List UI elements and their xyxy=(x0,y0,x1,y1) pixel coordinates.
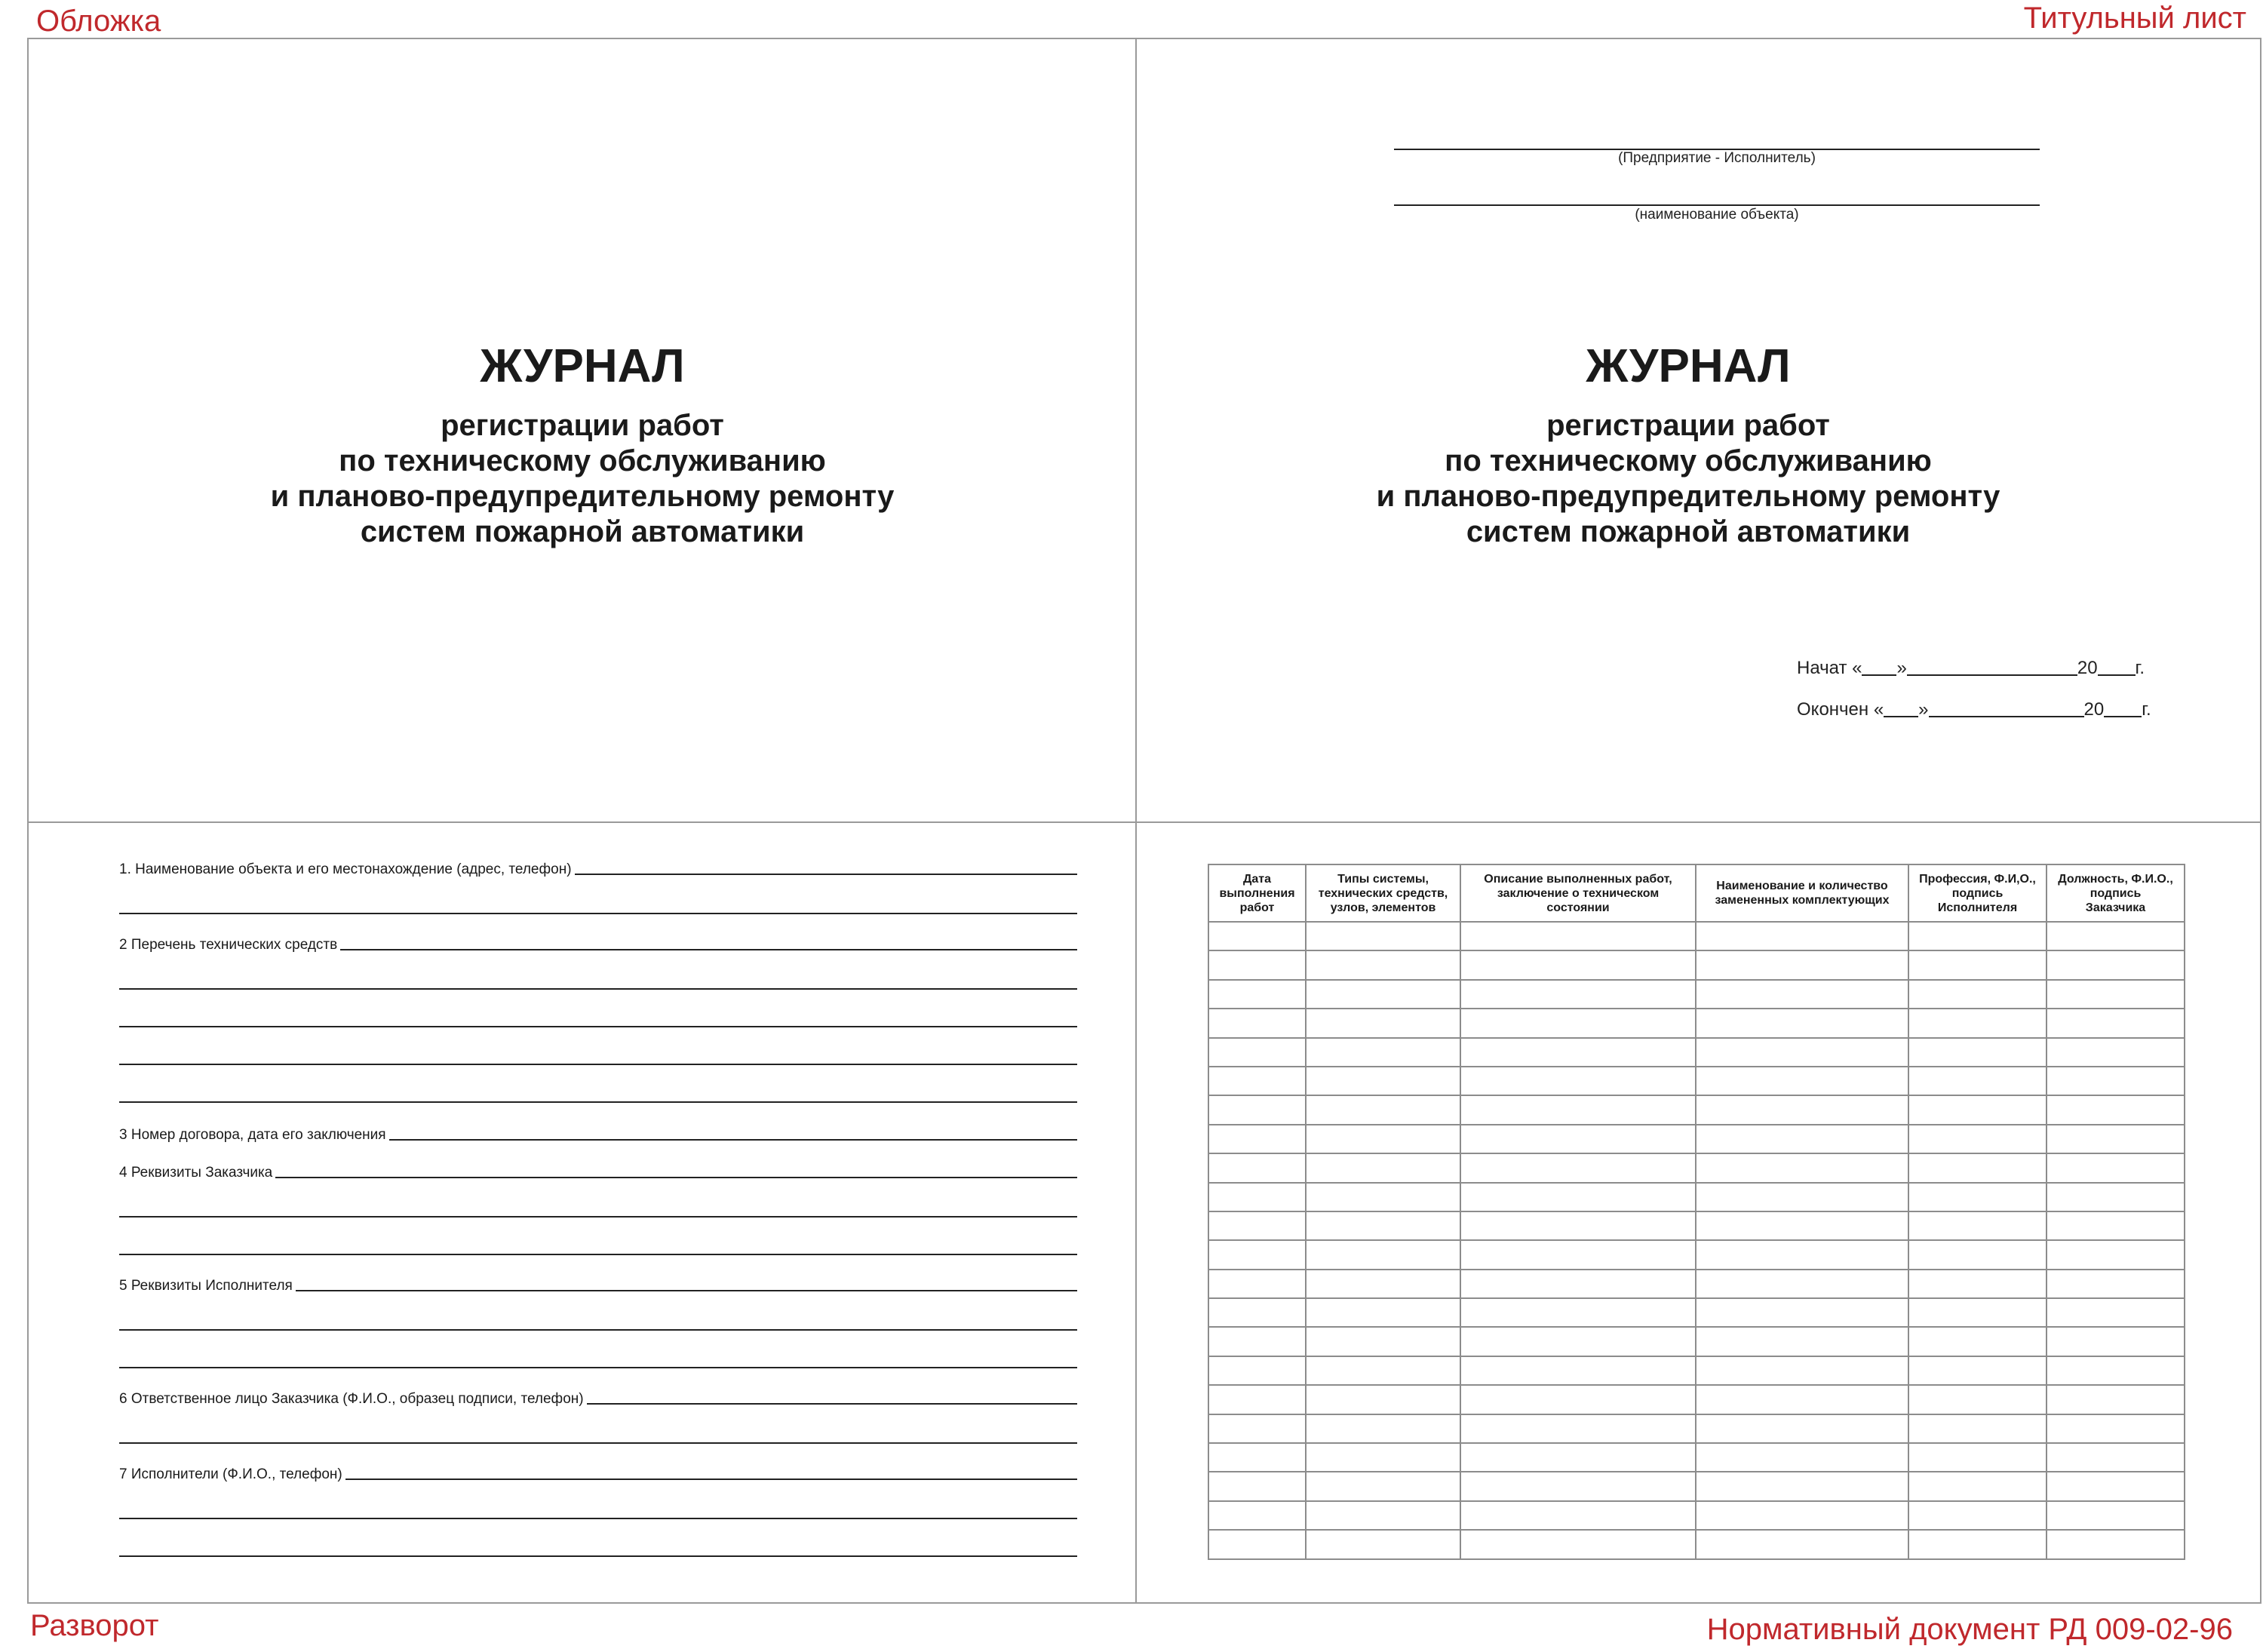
form-extra-line xyxy=(119,1027,1077,1065)
table-cell xyxy=(1208,1038,1306,1067)
table-cell xyxy=(1208,1153,1306,1182)
form-extra-line xyxy=(119,1180,1077,1218)
table-row xyxy=(1208,950,2185,979)
table-cell xyxy=(1460,1038,1696,1067)
table-cell xyxy=(1908,1270,2047,1298)
table-cell xyxy=(1460,1443,1696,1472)
table-header-row xyxy=(1208,864,2185,922)
finished-date-row xyxy=(1797,699,2151,720)
table-cell xyxy=(2047,1298,2185,1327)
form-extra-line xyxy=(119,1482,1077,1519)
table-cell xyxy=(1306,1038,1460,1067)
table-cell xyxy=(1208,1009,1306,1037)
table-cell xyxy=(1460,1211,1696,1240)
table-cell xyxy=(2047,1067,2185,1095)
center-fold-vertical xyxy=(1135,39,1137,1602)
maintenance-log-table xyxy=(1208,864,2185,1560)
form-fill-line xyxy=(340,949,1077,950)
form-item-contract xyxy=(119,1119,1077,1142)
table-cell xyxy=(2047,1211,2185,1240)
started-year-blank xyxy=(2098,658,2136,676)
table-cell xyxy=(1696,1472,1908,1500)
started-year-suffix: г. xyxy=(2135,658,2145,678)
table-cell xyxy=(2047,1240,2185,1269)
table-cell xyxy=(1306,1501,1460,1530)
table-row xyxy=(1208,1183,2185,1211)
table-cell xyxy=(1208,1298,1306,1327)
form-item-label: 7 Исполнители (Ф.И.О., телефон) xyxy=(119,1466,342,1482)
form-item-label: 2 Перечень технических средств xyxy=(119,937,338,953)
table-cell xyxy=(1208,980,1306,1009)
table-cell xyxy=(1908,1038,2047,1067)
table-cell xyxy=(1306,1530,1460,1558)
table-cell xyxy=(1908,1298,2047,1327)
form-item-customer-details xyxy=(119,1157,1077,1255)
form-fill-line xyxy=(575,874,1077,875)
table-row xyxy=(1208,1356,2185,1385)
table-cell xyxy=(1908,1501,2047,1530)
table-cell xyxy=(1306,1385,1460,1414)
form-extra-line xyxy=(119,990,1077,1027)
journal-sheet xyxy=(27,38,2261,1604)
table-cell xyxy=(1460,1298,1696,1327)
form-extra-line xyxy=(119,1293,1077,1331)
object-caption: (наименование объекта) xyxy=(1635,207,1799,223)
finished-year-prefix: 20 xyxy=(2083,699,2105,720)
table-cell xyxy=(1908,980,2047,1009)
table-row xyxy=(1208,1038,2185,1067)
table-row xyxy=(1208,1125,2185,1153)
table-cell xyxy=(1306,1153,1460,1182)
table-cell xyxy=(1306,950,1460,979)
table-cell xyxy=(2047,1153,2185,1182)
table-cell xyxy=(1696,922,1908,950)
title-page-subtitle xyxy=(1273,408,2103,550)
table-cell xyxy=(1908,1385,2047,1414)
form-extra-line xyxy=(119,1218,1077,1255)
form-item-label: 5 Реквизиты Исполнителя xyxy=(119,1278,293,1294)
table-cell xyxy=(1208,1211,1306,1240)
form-extra-line xyxy=(119,1331,1077,1368)
finished-year-suffix: г. xyxy=(2142,699,2151,720)
table-cell xyxy=(1208,1327,1306,1356)
table-row xyxy=(1208,1327,2185,1356)
column-header-replaced-parts: Наименование и количество замененных комплектующих xyxy=(1696,864,1908,922)
table-cell xyxy=(1306,1009,1460,1037)
table-cell xyxy=(2047,1095,2185,1124)
table-cell xyxy=(2047,1270,2185,1298)
table-cell xyxy=(1460,1240,1696,1269)
form-item-label: 1. Наименование объекта и его местонахождение (адрес, телефон) xyxy=(119,861,572,877)
form-fill-line xyxy=(389,1139,1077,1141)
finished-day-blank xyxy=(1884,699,1918,717)
corner-label-normative-doc: Нормативный документ РД 009-02-96 xyxy=(1706,1613,2233,1646)
table-cell xyxy=(1696,1125,1908,1153)
table-cell xyxy=(1460,1095,1696,1124)
table-cell xyxy=(1306,1298,1460,1327)
table-cell xyxy=(1306,1240,1460,1269)
form-extra-line xyxy=(119,1065,1077,1103)
table-cell xyxy=(1208,1443,1306,1472)
object-name-line xyxy=(1394,204,2040,206)
column-header-customer-signature: Должность, Ф.И.О., подпись Заказчика xyxy=(2047,864,2185,922)
table-cell xyxy=(1460,1472,1696,1500)
table-cell xyxy=(1460,1125,1696,1153)
table-row xyxy=(1208,1501,2185,1530)
table-row xyxy=(1208,922,2185,950)
table-cell xyxy=(1208,1530,1306,1558)
form-item-equipment-list xyxy=(119,929,1077,1103)
table-cell xyxy=(1460,1530,1696,1558)
form-item-label: 6 Ответственное лицо Заказчика (Ф.И.О., образец подписи, телефон) xyxy=(119,1391,584,1407)
title-page-subtitle-line: систем пожарной автоматики xyxy=(1466,515,1911,548)
started-date-row xyxy=(1797,658,2145,679)
column-header-work-description: Описание выполненных работ, заключение о техническом состоянии xyxy=(1460,864,1696,922)
column-header-system-types: Типы системы, технических средств, узлов, элементов xyxy=(1306,864,1460,922)
table-cell xyxy=(2047,950,2185,979)
table-cell xyxy=(2047,1356,2185,1385)
table-cell xyxy=(1208,1095,1306,1124)
table-cell xyxy=(1208,1356,1306,1385)
cover-subtitle xyxy=(167,408,997,550)
table-cell xyxy=(1696,1270,1908,1298)
table-cell xyxy=(1460,1153,1696,1182)
table-cell xyxy=(2047,980,2185,1009)
table-row xyxy=(1208,1414,2185,1443)
table-cell xyxy=(2047,1327,2185,1356)
started-month-blank xyxy=(1907,658,2077,676)
table-cell xyxy=(1460,1183,1696,1211)
form-fill-line xyxy=(587,1403,1077,1405)
table-cell xyxy=(1306,1443,1460,1472)
table-cell xyxy=(1696,950,1908,979)
table-cell xyxy=(1208,1183,1306,1211)
form-item-contractors xyxy=(119,1459,1077,1557)
table-cell xyxy=(1306,1414,1460,1443)
table-cell xyxy=(1208,1414,1306,1443)
form-fill-line xyxy=(296,1290,1077,1291)
table-cell xyxy=(1460,1501,1696,1530)
form-item-label: 4 Реквизиты Заказчика xyxy=(119,1165,273,1181)
table-cell xyxy=(2047,1472,2185,1500)
table-cell xyxy=(1908,1356,2047,1385)
column-header-contractor-signature: Профессия, Ф.И,О., подпись Исполнителя xyxy=(1908,864,2047,922)
table-cell xyxy=(1208,1472,1306,1500)
table-cell xyxy=(1696,1298,1908,1327)
table-cell xyxy=(1306,1183,1460,1211)
table-row xyxy=(1208,1472,2185,1500)
table-cell xyxy=(1696,1038,1908,1067)
finished-month-blank xyxy=(1929,699,2084,717)
table-row xyxy=(1208,1153,2185,1182)
table-cell xyxy=(1306,1095,1460,1124)
cover-title-block xyxy=(167,340,997,550)
table-cell xyxy=(1908,1327,2047,1356)
cover-subtitle-line: и планово-предупредительному ремонту xyxy=(270,480,895,513)
table-cell xyxy=(1908,1009,2047,1037)
table-cell xyxy=(1696,1327,1908,1356)
corner-label-spread: Разворот xyxy=(30,1609,159,1642)
table-cell xyxy=(2047,1530,2185,1558)
form-item-responsible-person xyxy=(119,1383,1077,1444)
table-cell xyxy=(1460,1356,1696,1385)
table-row xyxy=(1208,980,2185,1009)
started-label: Начат « xyxy=(1797,658,1862,678)
title-page-title: ЖУРНАЛ xyxy=(1586,340,1791,392)
table-cell xyxy=(2047,1038,2185,1067)
enterprise-caption: (Предприятие - Исполнитель) xyxy=(1618,150,1816,166)
table-cell xyxy=(2047,1414,2185,1443)
table-cell xyxy=(1208,950,1306,979)
started-day-blank xyxy=(1862,658,1896,676)
table-row xyxy=(1208,1270,2185,1298)
table-cell xyxy=(2047,1009,2185,1037)
table-cell xyxy=(1306,1327,1460,1356)
table-cell xyxy=(1908,1125,2047,1153)
table-row xyxy=(1208,1095,2185,1124)
table-cell xyxy=(1696,1211,1908,1240)
table-cell xyxy=(1208,1501,1306,1530)
table-cell xyxy=(1908,1153,2047,1182)
table-cell xyxy=(1306,980,1460,1009)
table-cell xyxy=(1208,1385,1306,1414)
cover-subtitle-line: систем пожарной автоматики xyxy=(360,515,805,548)
table-cell xyxy=(1460,1067,1696,1095)
table-cell xyxy=(1208,1067,1306,1095)
form-item-label: 3 Номер договора, дата его заключения xyxy=(119,1127,386,1143)
table-cell xyxy=(1306,1067,1460,1095)
finished-close-quote: » xyxy=(1918,699,1929,720)
table-cell xyxy=(1306,922,1460,950)
table-cell xyxy=(1460,1270,1696,1298)
table-cell xyxy=(1306,1356,1460,1385)
form-extra-line xyxy=(119,877,1077,914)
table-cell xyxy=(2047,1125,2185,1153)
table-cell xyxy=(1908,1443,2047,1472)
started-close-quote: » xyxy=(1896,658,1907,678)
table-cell xyxy=(1696,1530,1908,1558)
cover-subtitle-line: по техническому обслуживанию xyxy=(339,444,826,477)
table-row xyxy=(1208,1211,2185,1240)
table-cell xyxy=(1908,1211,2047,1240)
table-row xyxy=(1208,1385,2185,1414)
started-year-prefix: 20 xyxy=(2077,658,2098,678)
table-cell xyxy=(2047,1501,2185,1530)
corner-label-cover: Обложка xyxy=(36,5,161,38)
table-cell xyxy=(1696,1240,1908,1269)
table-cell xyxy=(1696,1356,1908,1385)
finished-year-blank xyxy=(2104,699,2142,717)
table-cell xyxy=(1696,1153,1908,1182)
table-cell xyxy=(1696,1067,1908,1095)
table-cell xyxy=(1460,1414,1696,1443)
form-fill-line xyxy=(345,1479,1077,1480)
table-cell xyxy=(1908,1067,2047,1095)
table-cell xyxy=(1908,1530,2047,1558)
table-cell xyxy=(1208,1270,1306,1298)
table-row xyxy=(1208,1298,2185,1327)
table-cell xyxy=(1908,1095,2047,1124)
table-cell xyxy=(2047,1443,2185,1472)
title-page-subtitle-line: и планово-предупредительному ремонту xyxy=(1376,480,2000,513)
center-fold-horizontal xyxy=(29,821,2260,823)
table-cell xyxy=(1460,922,1696,950)
table-cell xyxy=(1208,1240,1306,1269)
form-extra-line xyxy=(119,1519,1077,1557)
table-cell xyxy=(1460,1385,1696,1414)
table-cell xyxy=(1908,1240,2047,1269)
cover-subtitle-line: регистрации работ xyxy=(441,409,724,442)
table-cell xyxy=(1460,950,1696,979)
table-cell xyxy=(1908,1414,2047,1443)
form-extra-line xyxy=(119,1406,1077,1444)
cover-title: ЖУРНАЛ xyxy=(480,340,685,392)
form-fill-line xyxy=(275,1177,1077,1178)
table-cell xyxy=(1306,1270,1460,1298)
table-cell xyxy=(1908,1183,2047,1211)
table-cell xyxy=(1306,1125,1460,1153)
table-row xyxy=(1208,1530,2185,1558)
table-row xyxy=(1208,1443,2185,1472)
table-cell xyxy=(1208,922,1306,950)
title-page-title-block xyxy=(1273,340,2103,550)
form-item-contractor-details xyxy=(119,1270,1077,1368)
table-cell xyxy=(1696,980,1908,1009)
table-cell xyxy=(1306,1211,1460,1240)
table-cell xyxy=(1908,1472,2047,1500)
title-page-subtitle-line: регистрации работ xyxy=(1546,409,1830,442)
column-header-date: Дата выполнения работ xyxy=(1208,864,1306,922)
table-cell xyxy=(1460,980,1696,1009)
finished-label: Окончен « xyxy=(1797,699,1884,720)
table-row xyxy=(1208,1067,2185,1095)
table-body xyxy=(1208,922,2185,1559)
table-cell xyxy=(1460,1327,1696,1356)
table-cell xyxy=(1306,1472,1460,1500)
form-extra-line xyxy=(119,952,1077,990)
table-cell xyxy=(1908,950,2047,979)
title-page-subtitle-line: по техническому обслуживанию xyxy=(1445,444,1932,477)
table-cell xyxy=(1696,1009,1908,1037)
table-cell xyxy=(1908,922,2047,950)
table-cell xyxy=(1696,1501,1908,1530)
table-cell xyxy=(2047,1183,2185,1211)
table-cell xyxy=(1208,1125,1306,1153)
table-cell xyxy=(1696,1385,1908,1414)
table-cell xyxy=(1460,1009,1696,1037)
table-cell xyxy=(1696,1443,1908,1472)
table-cell xyxy=(1696,1095,1908,1124)
table-row xyxy=(1208,1009,2185,1037)
table-cell xyxy=(1696,1414,1908,1443)
form-item-object-name xyxy=(119,854,1077,914)
corner-label-title-page: Титульный лист xyxy=(2023,2,2246,35)
table-row xyxy=(1208,1240,2185,1269)
table-cell xyxy=(2047,922,2185,950)
table-cell xyxy=(2047,1385,2185,1414)
table-cell xyxy=(1696,1183,1908,1211)
